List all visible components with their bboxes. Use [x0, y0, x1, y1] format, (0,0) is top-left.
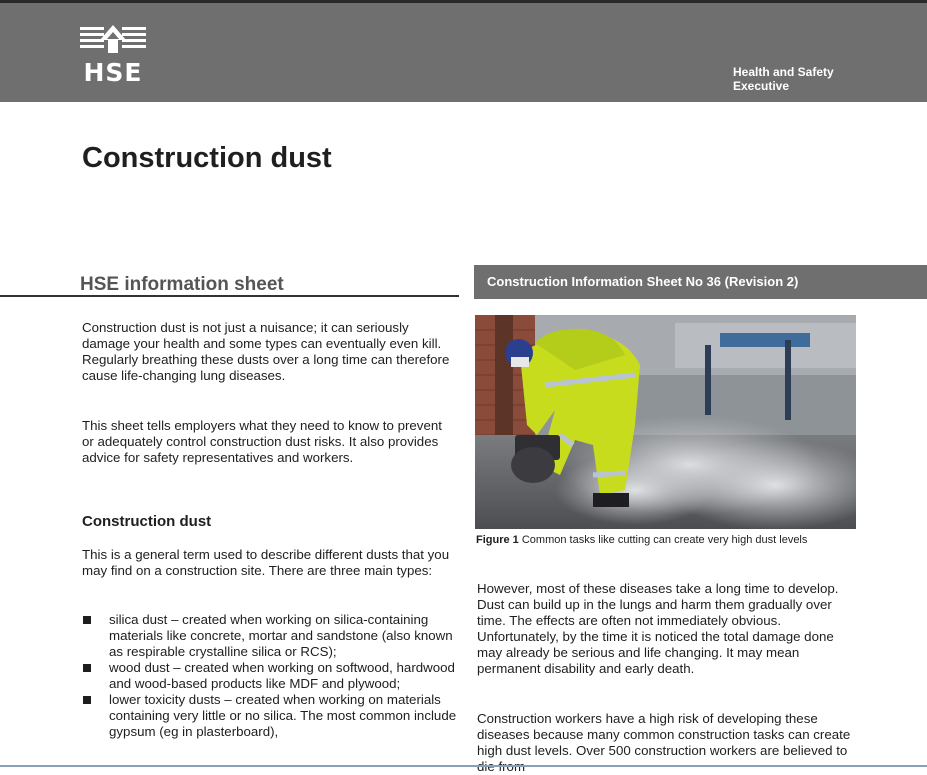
intro-paragraph-1: Construction dust is not just a nuisance; it can seriously damage your health and some types can eventually even kill. Regularly breathing these dusts over a long time can therefore cause life-changing lung diseases. [82, 320, 450, 383]
list-item [82, 612, 462, 660]
list-item-text: lower toxicity dusts – created when working on materials containing very little or no silica. The most common include gypsum (eg in plasterboard), [109, 692, 457, 739]
logo-text: HSE [83, 58, 143, 87]
section-heading: Construction dust [82, 513, 212, 530]
figure-caption [476, 533, 856, 547]
sheet-number-band [474, 265, 927, 299]
sheet-number: Construction Information Sheet No 36 (Revision 2) [487, 274, 799, 289]
org-line-2: Executive [733, 79, 790, 93]
figure-1-photo [475, 315, 856, 529]
intro-paragraph-2: This sheet tells employers what they need to know to prevent or adequately control construction dust risks. It also provides advice for safety representatives and workers. [82, 418, 442, 465]
bottom-rule [0, 765, 927, 767]
list-item [82, 692, 462, 740]
list-item-text: wood dust – created when working on softwood, hardwood and wood-based products like MDF and plywood; [109, 660, 455, 691]
page-header [0, 3, 927, 102]
worker-cutting-photo [475, 315, 856, 529]
hse-logo [76, 23, 150, 87]
dust-types-list [82, 612, 462, 740]
org-line-1: Health and Safety [733, 65, 834, 79]
definition-paragraph: This is a general term used to describe different dusts that you may find on a construction site. There are three main types: [82, 547, 450, 578]
body-paragraph-2: Construction workers have a high risk of developing these diseases because many common construction tasks can create high dust levels. Over 500 construction workers are believed to [477, 711, 851, 758]
figure-caption-label: Figure 1 [476, 534, 519, 546]
list-item-text: silica dust – created when working on silica-containing materials like concrete, mortar and sandstone (also known as respirable crystalline silica or RCS); [109, 612, 453, 659]
bullet-square-icon [83, 664, 91, 672]
hse-emblem-icon [76, 23, 150, 59]
section-rule [0, 295, 459, 297]
organisation-name [733, 65, 893, 93]
body-paragraph-1: However, most of these diseases take a long time to develop. Dust can build up in the lungs and harm them gradually over time. The effects are often not immediately obvious. Unfortunately, by the time it is noticed the total damage done may already be serious and life changing. It may mean permanent disability and early death. [477, 581, 839, 676]
sheet-type-label: HSE information sheet [80, 274, 284, 295]
page-title: Construction dust [82, 142, 332, 174]
figure-caption-text: Common tasks like cutting can create very high dust levels [521, 534, 808, 546]
bullet-square-icon [83, 616, 91, 624]
bullet-square-icon [83, 696, 91, 704]
list-item [82, 660, 462, 692]
